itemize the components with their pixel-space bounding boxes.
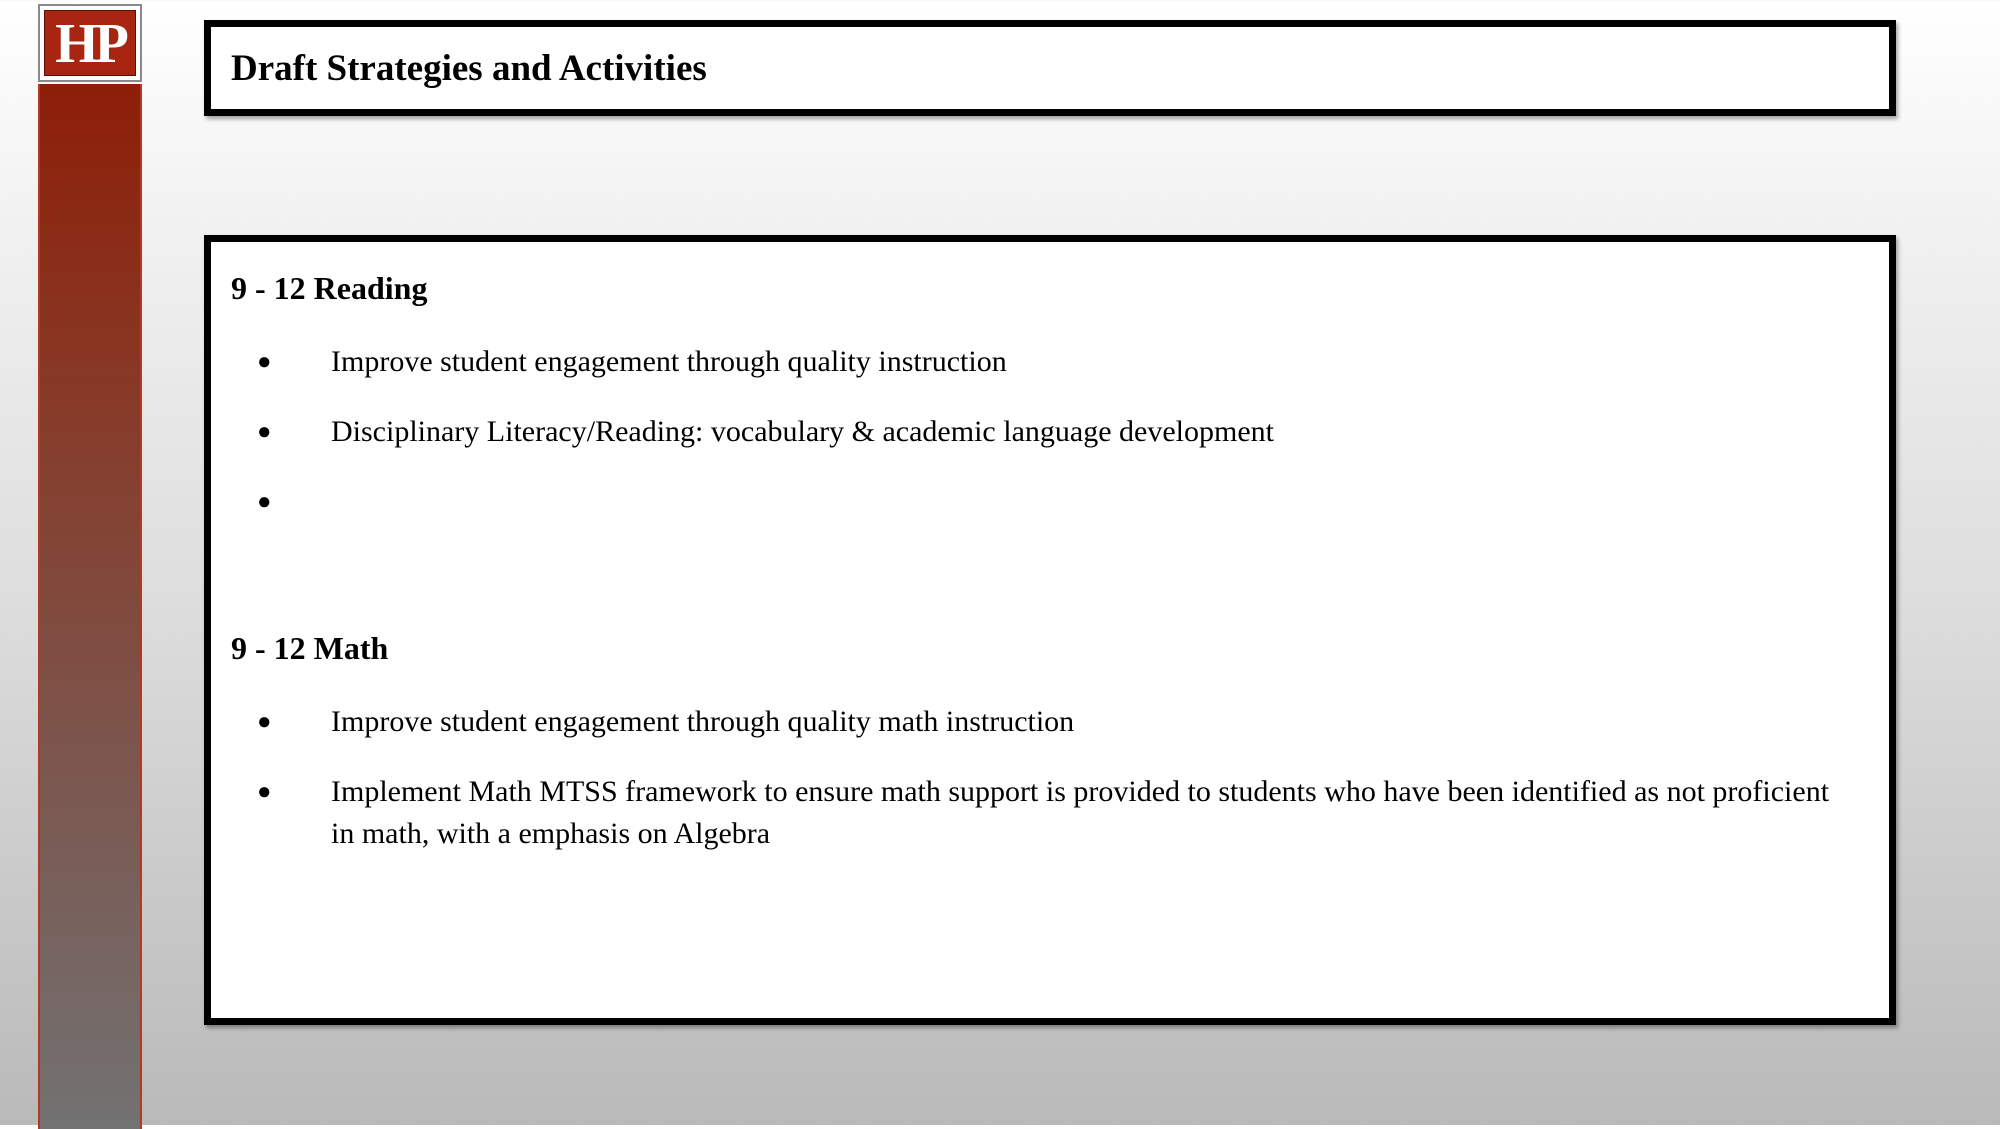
- slide-title-box: [204, 20, 1896, 116]
- sidebar-accent-bar: [38, 84, 142, 1129]
- school-logo: [38, 4, 142, 82]
- content-box: [204, 235, 1896, 1025]
- section-title-math: 9 - 12 Math: [231, 630, 389, 666]
- section-title-reading: 9 - 12 Reading: [231, 270, 428, 306]
- bullet-icon: ●: [257, 489, 272, 515]
- slide-title: Draft Strategies and Activities: [231, 47, 707, 89]
- bullet-icon: ●: [257, 779, 272, 805]
- bullet-icon: ●: [257, 419, 272, 445]
- logo-text: HP: [55, 13, 125, 75]
- bullet-icon: ●: [257, 709, 272, 735]
- bullet-text: Improve student engagement through quality math instruction: [331, 705, 1075, 738]
- bullet-text: Implement Math MTSS framework to ensure math support is provided to students who have been identified as not proficient in math, with a emphasis on Algebra: [331, 775, 1830, 850]
- bullet-text: Disciplinary Literacy/Reading: vocabulary & academic language development: [331, 415, 1274, 448]
- logo-badge: [44, 10, 136, 76]
- bullet-icon: ●: [257, 349, 272, 375]
- bullet-text: Improve student engagement through quality instruction: [331, 345, 1007, 378]
